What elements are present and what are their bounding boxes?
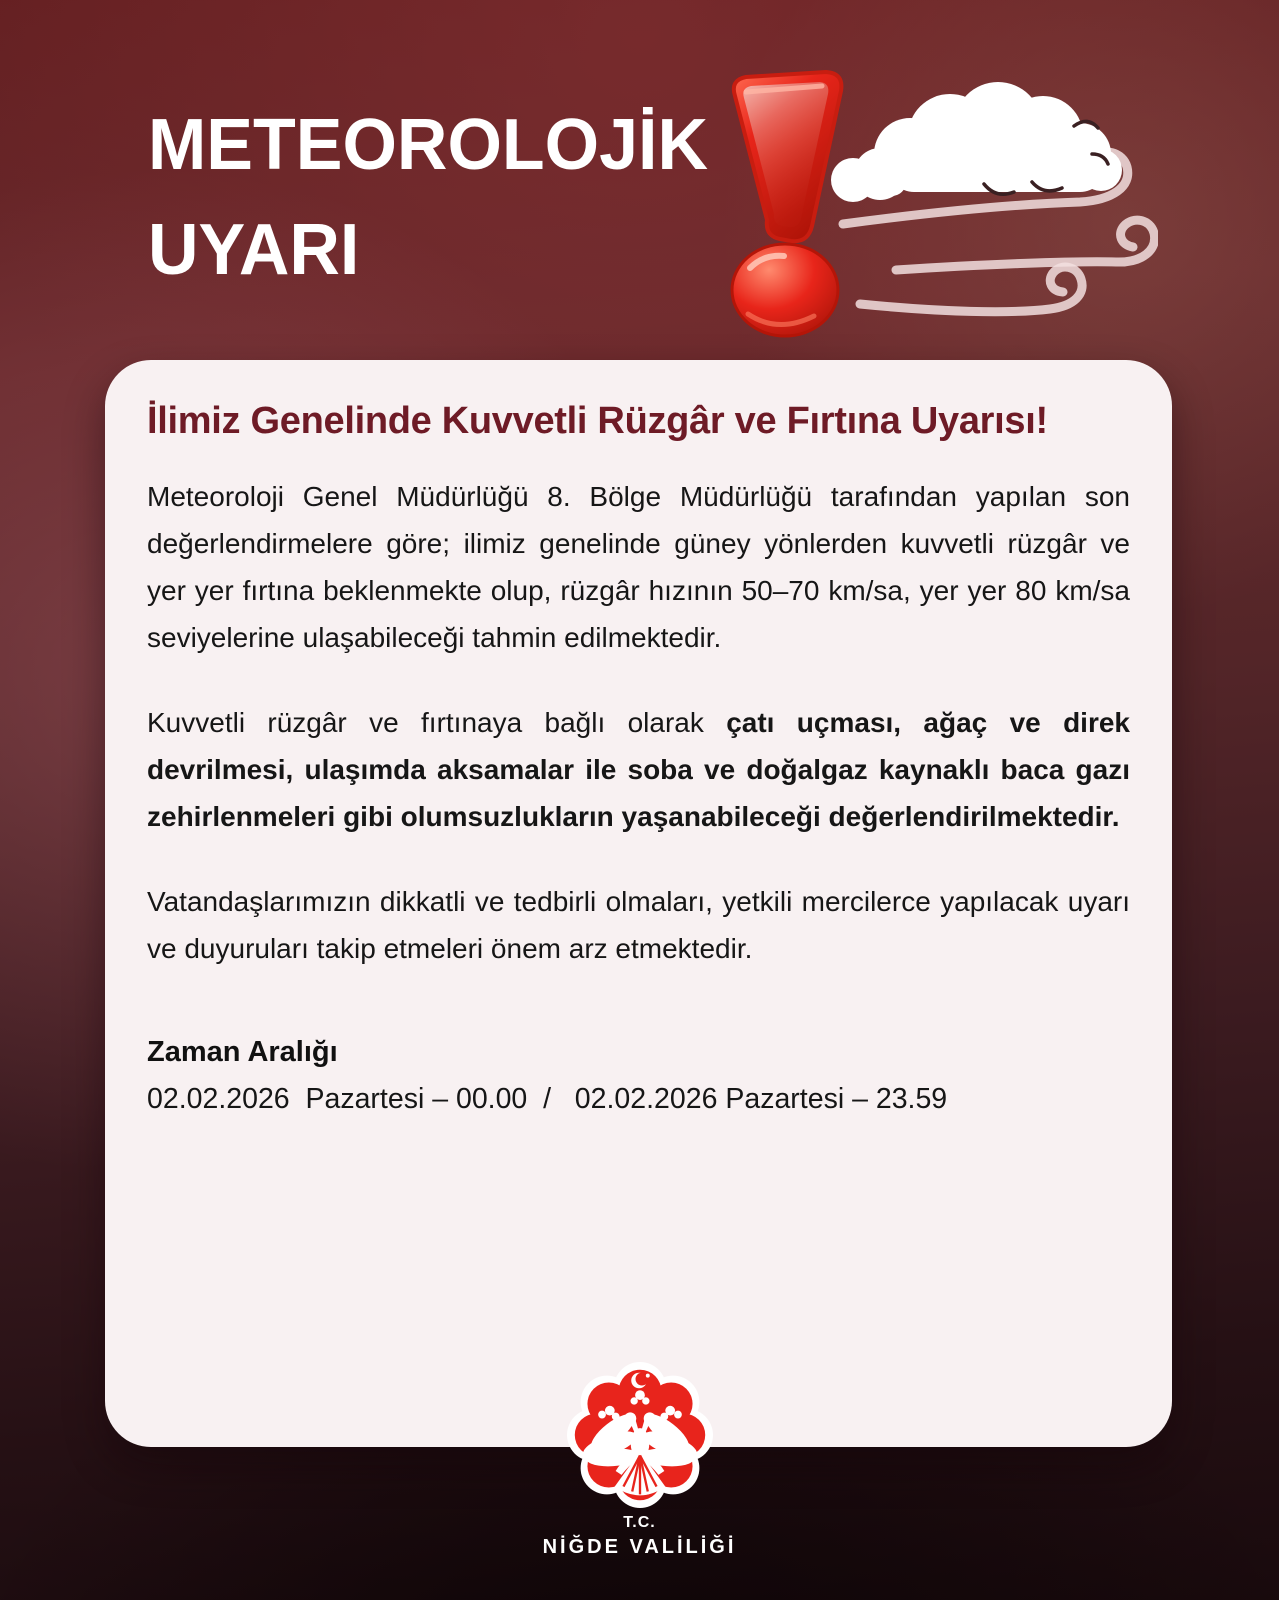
paragraph-risks-emphasis: çatı uçması, ağaç ve direk devrilmesi, ulaşımda aksamalar ile soba ve doğalgaz kaynaklı baca gazı zehirlenmeleri gibi olumsuzlukların yaşanabileceği değerlendirilmektedir. bbox=[147, 707, 1131, 832]
footer-tc-label: T.C. bbox=[623, 1514, 656, 1531]
time-range-value: 02.02.2026 Pazartesi – 00.00 / 02.02.2026 Pazartesi – 23.59 bbox=[147, 1083, 948, 1115]
nigde-governorship-emblem bbox=[567, 1362, 713, 1508]
footer-governorship-label: NİĞDE VALİLİĞİ bbox=[542, 1536, 737, 1558]
exclamation-warning-icon bbox=[732, 72, 841, 336]
paragraph-risks-lead: Kuvvetli rüzgâr ve fırtınaya bağlı olarak bbox=[147, 707, 727, 738]
time-range-label: Zaman Aralığı bbox=[147, 1036, 338, 1068]
paragraph-advice: Vatandaşlarımızın dikkatli ve tedbirli olmaları, yetkili mercilerce yapılacak uyarı ve duyuruları takip etmeleri önem arz etmektedir. bbox=[147, 886, 1130, 964]
page-title-line1: METEOROLOJİK bbox=[148, 103, 709, 185]
warning-card bbox=[105, 360, 1172, 1447]
page-title-line2: UYARI bbox=[148, 208, 360, 290]
card-heading: İlimiz Genelinde Kuvvetli Rüzgâr ve Fırtına Uyarısı! bbox=[147, 400, 1048, 442]
warning-artwork bbox=[688, 62, 1158, 372]
wind-cloud-icon bbox=[831, 82, 1122, 202]
page-title bbox=[148, 92, 708, 302]
paragraph-risks bbox=[147, 699, 1130, 840]
footer-organization bbox=[0, 1512, 1279, 1560]
paragraph-forecast: Meteoroloji Genel Müdürlüğü 8. Bölge Müdürlüğü tarafından yapılan son değerlendirmelere göre; ilimiz genelinde güney yönlerden kuvvetli rüzgâr ve yer yer fırtına beklenmekte olup, rüzgâr hızının 50–70 km/sa, yer yer 80 km/sa seviyelerine ulaşabileceği tahmin edilmektedir. bbox=[147, 481, 1130, 653]
